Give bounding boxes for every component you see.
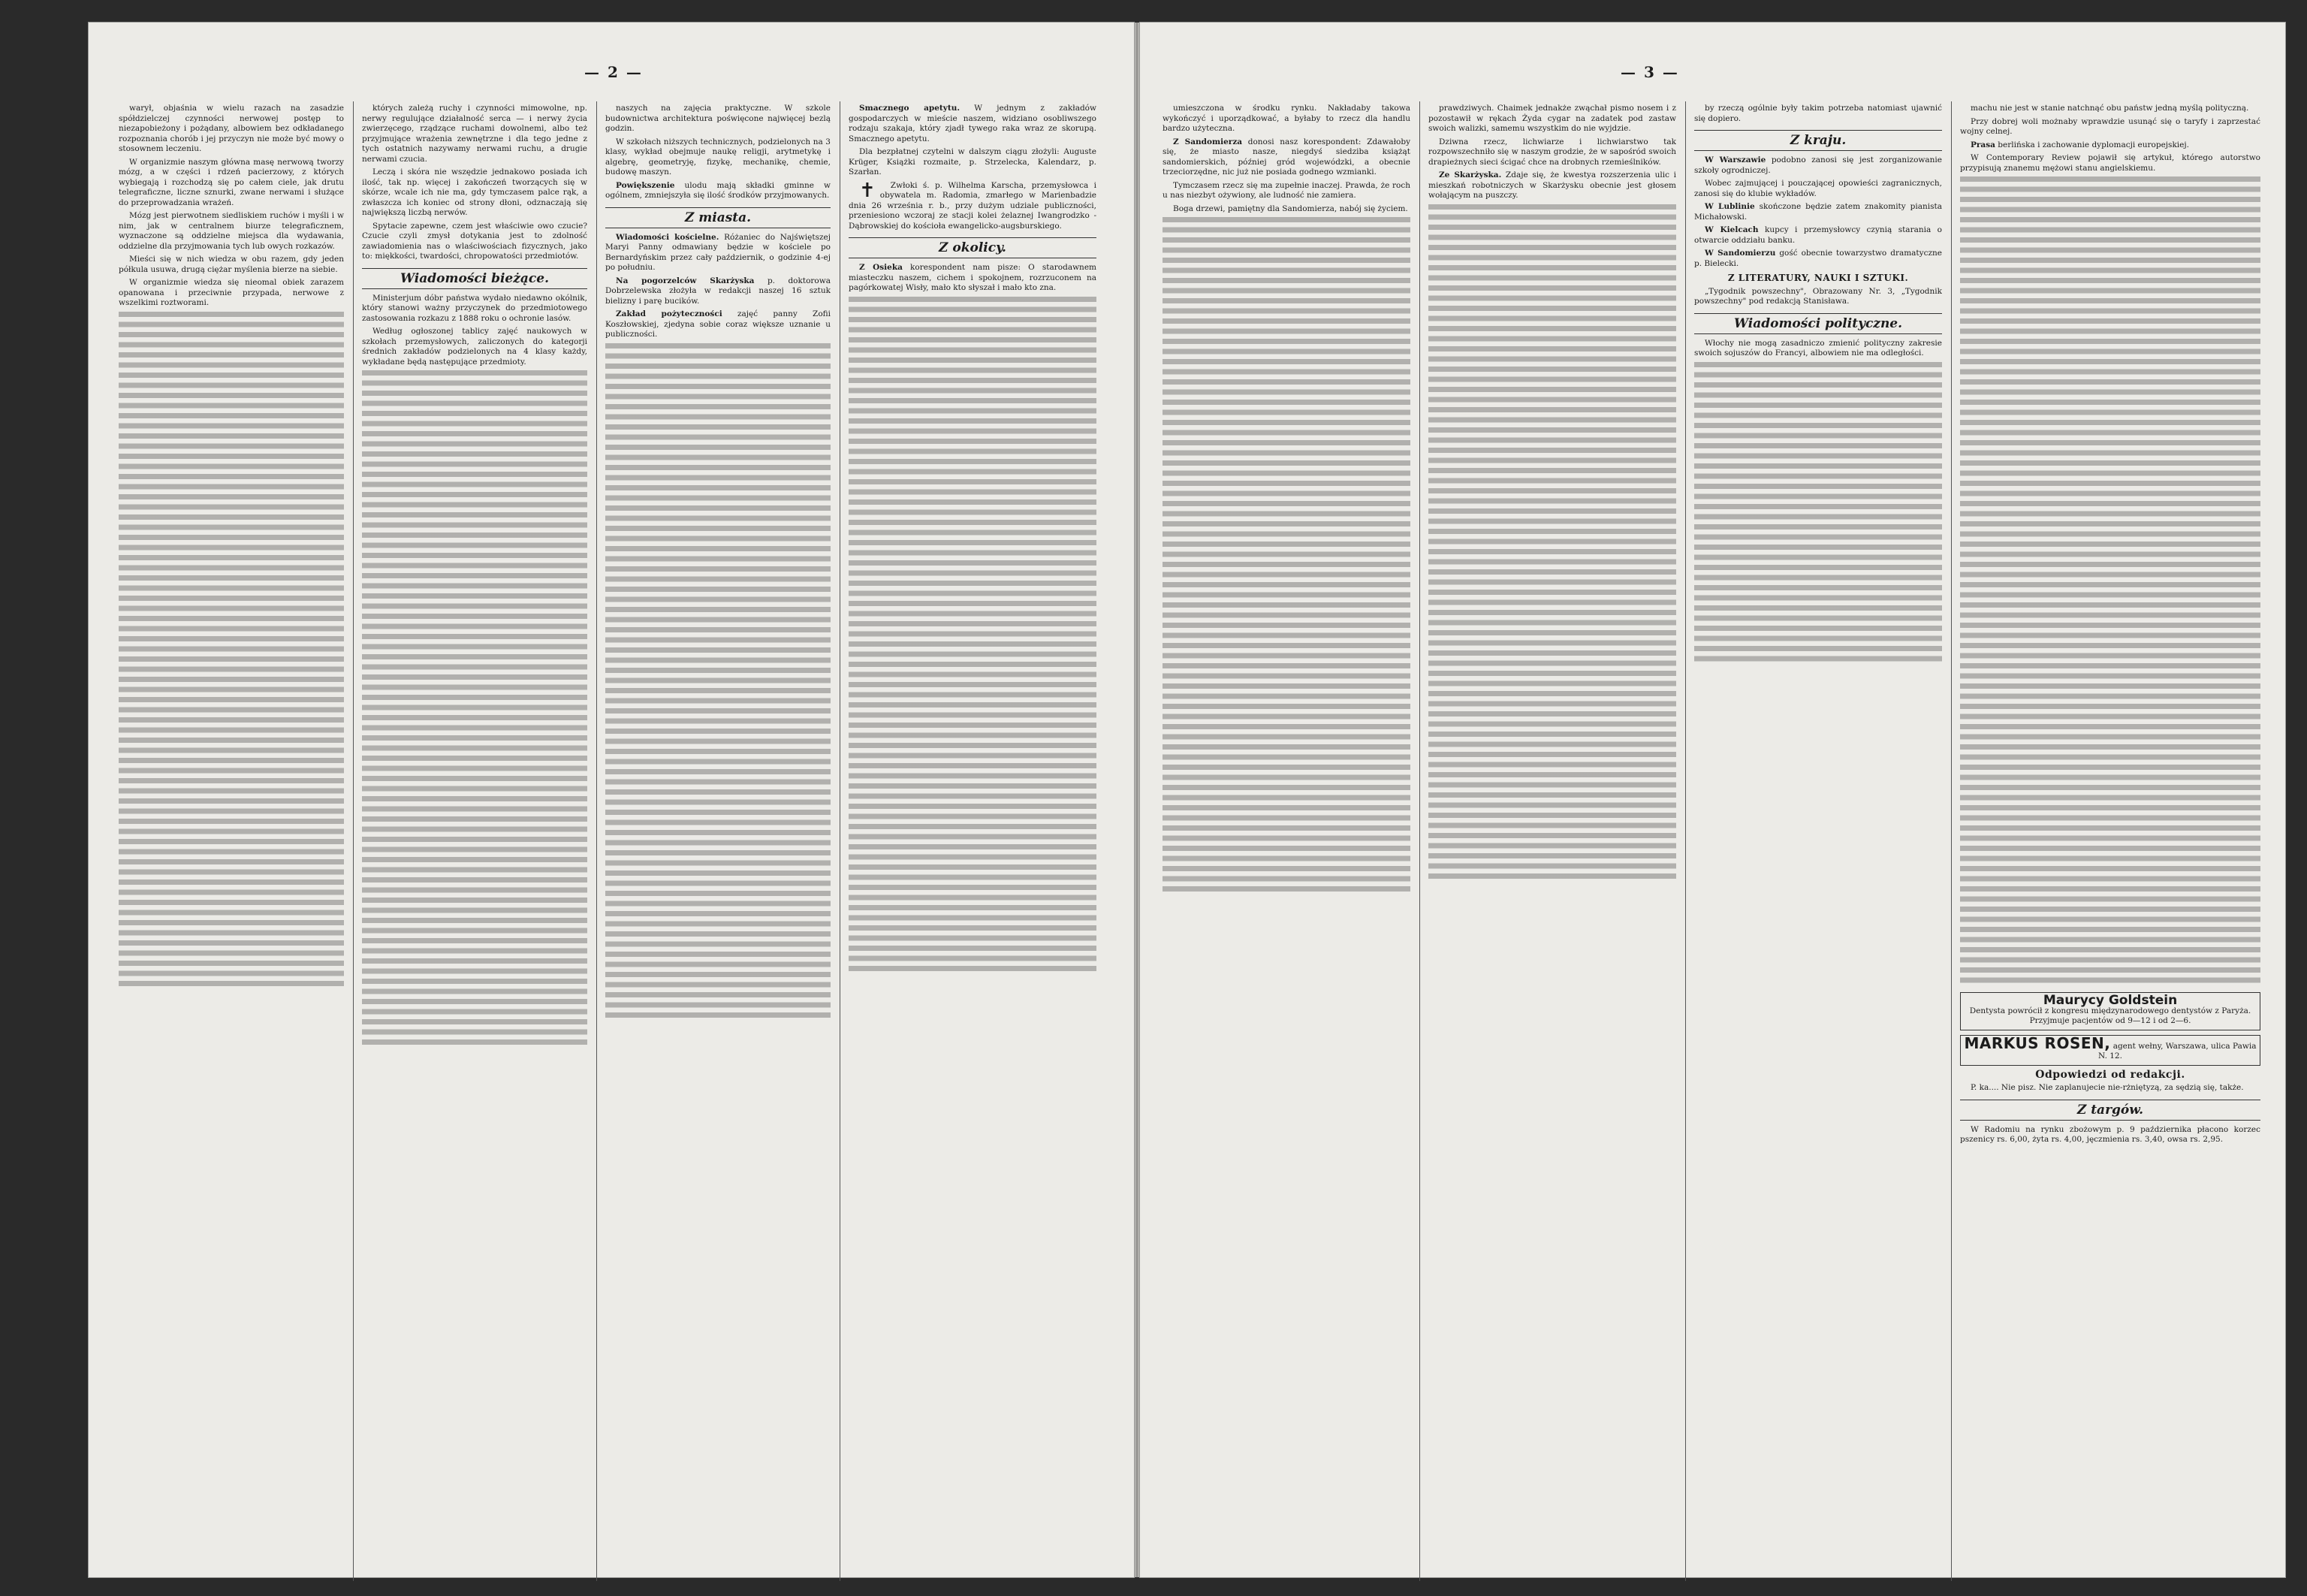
paragraph: Wiadomości kościelne. Różaniec do Najświętszej Maryi Panny odmawiany będzie w kościele po Bernardyńskim przez cały październik, o godzinie 4-ej po południu. (605, 232, 831, 272)
section-heading: Z kraju. (1694, 130, 1942, 151)
left-page (89, 23, 1134, 1577)
column-3 (605, 104, 831, 1583)
lead-word: Zakład pożyteczności (616, 309, 722, 318)
section-heading: Wiadomości polityczne. (1694, 313, 1942, 334)
paragraph: „Tygodnik powszechny", Obrazowany Nr. 3, „Tygodnik powszechny" pod redakcją Stanisława. (1694, 286, 1942, 306)
lead-word: W Lublinie (1705, 202, 1755, 211)
illegible-text-block (1428, 204, 1676, 880)
advertisement (1960, 1035, 2260, 1066)
paragraph: umieszczona w środku rynku. Nakładaby takowa wykończyć i uporządkować, a byłaby to rzecz dla handlu bardzo użyteczna. (1163, 104, 1410, 133)
paragraph: W Radomiu na rynku zbożowym p. 9 października płacono korzec pszenicy rs. 6,00, żyta rs. 4,00, jęczmienia rs. 3,40, owsa rs. 2,95. (1960, 1124, 2260, 1144)
ad-title: Maurycy Goldstein (2043, 993, 2178, 1008)
column-rule (1685, 101, 1686, 1581)
paragraph: Smacznego apetytu. W jednym z zakładów gospodarczych w mieście naszem, widziano osobliwszego rodzaju szakaja, który zjadł tywego raka wraz ze skorupą. Smacznego apetytu. (849, 104, 1096, 143)
section-heading: Z miasta. (605, 207, 831, 228)
paragraph: naszych na zajęcia praktyczne. W szkole budownictwa architektura poświęcone najwięcej bezlą godzin. (605, 104, 831, 133)
illegible-text-block (1163, 217, 1410, 893)
paragraph: W Kielcach kupcy i przemysłowcy czynią starania o otwarcie oddziału banku. (1694, 225, 1942, 245)
paragraph: Dla bezpłatnej czytelni w dalszym ciągu złożyli: Auguste Krüger, Książki rozmaite, p. Strzelecka, Kalendarz, p. Szarłan. (849, 147, 1096, 176)
obituary: ✝ Zwłoki ś. p. Wilhelma Karscha, przemysłowca i obywatela m. Radomia, zmarłego w Marienbadzie dnia 26 września r. b., przy dużym udziale publiczności, przeniesiono wczoraj ze stacji kolei żelaznej Iwangrodzko - Dąbrowskiej do kościoła ewangelicko-augsburskiego. (849, 179, 1096, 231)
ad-text: Dentysta powrócił z kongresu międzynarodowego dentystów z Paryża. Przyjmuje pacjentów od 9—12 i od 2—6. (1969, 1006, 2251, 1025)
column-rule (353, 101, 354, 1581)
subsection-heading: Z LITERATURY, NAUKI I SZTUKI. (1727, 273, 1909, 283)
paragraph: W organizmie naszym główna masę nerwową tworzy mózg, a w części i rdzeń pacierzowy, z których wybiegają i rozchodzą się po całem ciele, jak drutu telegraficzne, liczne sznurki, zwane nerwami i służące do przeprowadzania wrażeń. (119, 157, 344, 207)
section-heading: Z okolicy. (849, 237, 1096, 258)
column-2 (1428, 104, 1676, 1583)
lead-word: Z Sandomierza (1173, 137, 1243, 146)
paragraph: Prasa berlińska i zachowanie dyplomacji europejskiej. (1971, 140, 2189, 149)
lead-word: Powiększenie (616, 180, 675, 190)
page-number: — 2 — (584, 63, 643, 81)
lead-word: Smacznego apetytu. (859, 104, 960, 113)
paragraph: machu nie jest w stanie natchnąć obu państw jedną myślą polityczną. (1971, 104, 2249, 113)
paragraph: warył, objaśnia w wielu razach na zasadzie spółdzielczej czynności nerwowej postęp to niezapobieżony i pożądany, albowiem bez odkładanego rozpoznania chorób i jej przyczyn nie może być mowy o stosownem leczeniu. (119, 104, 344, 153)
illegible-text-block (1960, 176, 2260, 988)
paragraph: Ministerjum dóbr państwa wydało niedawno okólnik, który stanowi ważny przyczynek do przedmiotowego zastosowania rozkazu z 1888 roku o ochronie lasów. (362, 293, 587, 323)
paragraph: W Warszawie podobno zanosi się jest zorganizowanie szkoły ogrodniczej. (1694, 155, 1942, 175)
paragraph: Z Sandomierza donosi nasz korespondent: Zdawałoby się, że miasto nasze, niegdyś siedziba książąt sandomierskich, później gród wojewódzki, a obecnie trzeciorzędne, nic już nie posiada godnego wzmianki. (1163, 137, 1410, 176)
paragraph: Mieści się w nich wiedza w obu razem, gdy jeden półkula usuwa, drugą ciężar myślenia bierze na siebie. (119, 255, 344, 274)
paragraph: Tymczasem rzecz się ma zupełnie inaczej. Prawda, że roch u nas niezbyt ożywiony, ale ludność nie zamiera. (1163, 180, 1410, 200)
column-rule (1951, 101, 1952, 1581)
paragraph: Wobec zajmującej i pouczającej opowieści zagranicznych, zanosi się do klubie wykładów. (1694, 179, 1942, 198)
lead-word: Ze Skarżyska. (1439, 170, 1502, 180)
paragraph: Ze Skarżyska. Zdaje się, że kwestya rozszerzenia ulic i mieszkań robotniczych w Skarżysku obecnie jest głosem wołającym na puszczy. (1428, 170, 1676, 200)
page-number: — 3 — (1621, 63, 1679, 81)
paragraph: Według ogłoszonej tablicy zajęć naukowych w szkołach przemysłowych, zaliczonych do kategorji średnich zakładów podzielonych na 4 klasy każdy, wykładane będą następujące przedmioty. (362, 327, 587, 367)
column-4 (1960, 104, 2260, 1583)
paragraph: Mózg jest pierwotnem siedliskiem ruchów i myśli i w nim, jak w centralnem biurze telegraficznem, wyznaczone są oddzielne miejsca dla wydawania, oddzielne dla przyjmowania tych lub owych rozkazów. (119, 211, 344, 251)
paragraph: prawdziwych. Chaimek jednakże zwąchał pismo nosem i z pozostawił w rękach Żyda cygar na zadatek pod zastaw swoich walizki, samemu wszystkim do nie wyjdzie. (1428, 104, 1676, 133)
column-3 (1694, 104, 1942, 1583)
paragraph: W Lublinie skończone będzie zatem znakomity pianista Michałowski. (1694, 202, 1942, 222)
ad-text: agent wełny, Warszawa, ulica Pawia N. 12. (2098, 1041, 2257, 1060)
lead-word: W Sandomierzu (1705, 249, 1776, 258)
column-1 (1163, 104, 1410, 1583)
illegible-text-block (362, 370, 587, 1046)
column-1 (119, 104, 344, 1583)
lead-word: Z Osieka (859, 263, 903, 272)
illegible-text-block (605, 343, 831, 1019)
paragraph: W organizmie wiedza się nieomal obiek zarazem opanowana i przeciwnie przypada, nerwowe z wszelkimi roztworami. (119, 278, 344, 307)
paragraph: Włochy nie mogą zasadniczo zmienić polityczny zakresie swoich sojuszów do Francyi, albowiem nie ma odległości. (1694, 338, 1942, 358)
paragraph: W Contemporary Review pojawił się artykuł, którego autorstwo przypisują znanemu mężowi stanu angielskiemu. (1960, 153, 2260, 173)
paragraph: Zakład pożyteczności zajęć panny Zofii Koszłowskiej, zjedyna sobie coraz większe uznanie u publiczności. (605, 309, 831, 339)
section-heading: Wiadomości bieżące. (362, 268, 587, 289)
lead-word: W Warszawie (1705, 155, 1766, 164)
paragraph: Powiększenie ulodu mają składki gminne w ogólnem, zmniejszyła się ilość środków przyjmowanych. (605, 180, 831, 200)
paragraph: Przy dobrej woli możnaby wprawdzie usunąć się o taryfy i zaprzestać wojny celnej. (1960, 116, 2260, 136)
paragraph: Spytacie zapewne, czem jest właściwie owo czucie? Czucie czyli zmysł dotykania jest to zdolność zawiadomienia nas o wlaściwościach fizycznych, jako to: miękkości, twardości, chropowatości przedmiotów. (362, 221, 587, 261)
column-rule (596, 101, 597, 1581)
cross-icon: ✝ (859, 179, 876, 202)
column-rule (1419, 101, 1420, 1581)
lead-word: Wiadomości kościelne. (616, 232, 719, 242)
paragraph: których zależą ruchy i czynności mimowolne, np. nerwy regulujące działalność serca — i nerwy życia zwierzęcego, rządzące ruchami dowolnemi, albo też przyjmujące wrażenia zewnętrzne i dla tego jedne z tych ostatnich nazywamy nerwami ruchu, a drugie nerwami czucia. (362, 104, 587, 164)
illegible-text-block (119, 312, 344, 988)
section-heading: Z targów. (1960, 1100, 2260, 1121)
paragraph: Dziwna rzecz, lichwiarze i lichwiarstwo tak rozpowszechniło się w naszym grodzie, że w sapośród swoich drapieżnych sieci ścigać chce na drobnych rzemieślników. (1428, 137, 1676, 167)
paragraph: Z Osieka korespondent nam pisze: O starodawnem miasteczku naszem, cichem i spokojnem, rozrzuconem na pagórkowatej Wisły, mało kto słyszał i mało kto zna. (849, 263, 1096, 292)
lead-word: Prasa (1971, 140, 1995, 149)
ad-title: MARKUS ROSEN, (1964, 1033, 2111, 1052)
illegible-text-block (1694, 362, 1942, 662)
subsection-heading: Odpowiedzi od redakcji. (2035, 1068, 2185, 1081)
column-2 (362, 104, 587, 1583)
column-4 (849, 104, 1096, 1583)
paragraph: by rzeczą ogólnie były takim potrzeba natomiast ujawnić się dopiero. (1694, 104, 1942, 123)
lead-word: Na pogorzelców Skarżyska (616, 276, 755, 285)
paragraph: W Sandomierzu gość obecnie towarzystwo dramatyczne p. Bielecki. (1694, 249, 1942, 268)
paragraph: Leczą i skóra nie wszędzie jednakowo posiada ich ilość, tak np. więcej i zakończeń tworzących się w skórze, wcale ich nie ma, gdy tymczasem palce rąk, a zwłaszcza ich koniec od strony dłoni, odznaczają się największą liczbą nerwów. (362, 167, 587, 217)
lead-word: W Kielcach (1705, 225, 1759, 234)
right-page (1140, 23, 2285, 1577)
paragraph: Na pogorzelców Skarżyska p. doktorowa Dobrzelewska złożyła w redakcji naszej 16 sztuk bielizny i parę bucików. (605, 276, 831, 306)
paragraph: Boga drzewi, pamiętny dla Sandomierza, nabój się życiem. (1173, 204, 1408, 213)
illegible-text-block (849, 297, 1096, 973)
paragraph: P. ka.... Nie pisz. Nie zaplanujecie nie-rżniętyzą, za sędzią się, także. (1971, 1083, 2244, 1092)
paragraph: W szkołach niższych technicznych, podzielonych na 3 klasy, wykład obejmuje naukę religji, arytmetykę i algebrę, geometryję, fizykę, mechanikę, chemie, budowę maszyn. (605, 137, 831, 176)
advertisement (1960, 992, 2260, 1030)
